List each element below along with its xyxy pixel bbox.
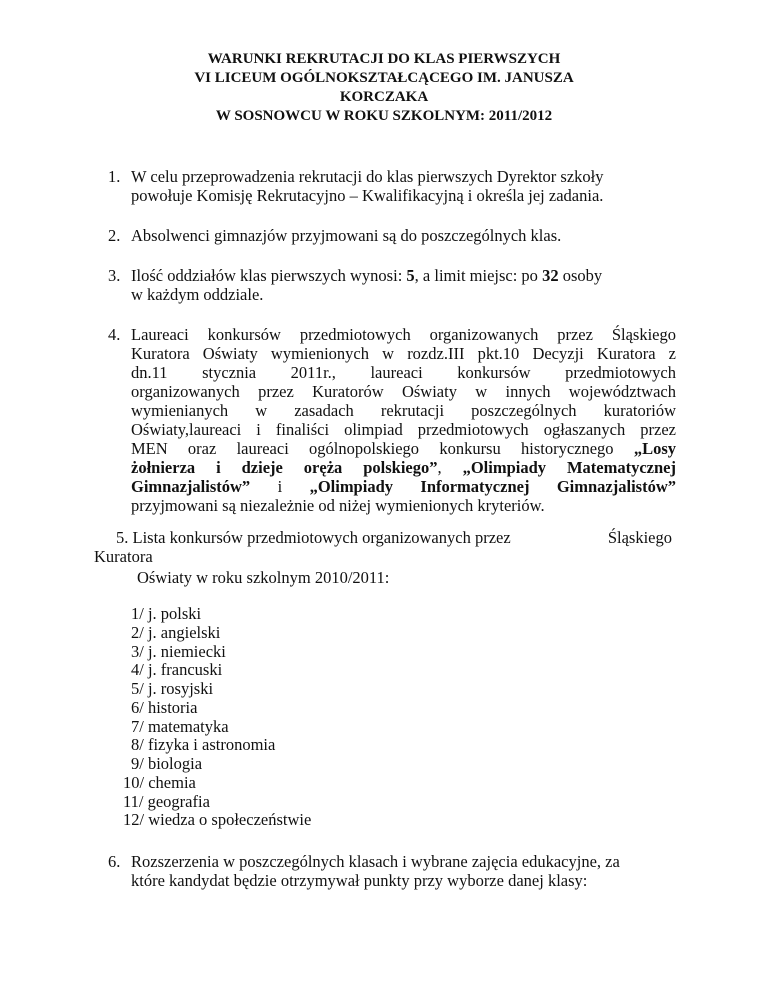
item-number: 3. xyxy=(108,266,121,285)
item-text: Kuratora xyxy=(94,547,153,566)
item-text: 5. Lista konkursów przedmiotowych organizowanych przez xyxy=(116,528,511,547)
list-item: 3/ j. niemiecki xyxy=(131,641,226,661)
list-item: 2/ j. angielski xyxy=(131,622,221,642)
competition-name: „Losy xyxy=(633,439,676,458)
item-text: w każdym oddziale. xyxy=(131,285,264,304)
item-number: 4. xyxy=(108,325,121,344)
title-line: WARUNKI REKRUTACJI DO KLAS PIERWSZYCH xyxy=(207,51,561,67)
list-item: 9/ biologia xyxy=(131,754,203,773)
list-item: 5/ j. rosyjski xyxy=(131,679,214,698)
list-item: 4/ j. francuski xyxy=(131,660,223,680)
item-text-part: , a limit miejsc: po xyxy=(414,266,543,285)
olympiad-name: „Olimpiady Informatycznej Gimnazjalistów” xyxy=(309,477,676,496)
document-title xyxy=(100,50,668,126)
item-number: 2. xyxy=(108,226,121,245)
item-text: organizowanych przez Kuratorów Oświaty w innych województwach xyxy=(131,382,676,401)
list-item: 12/ wiedza o społeczeństwie xyxy=(123,810,312,830)
item-text: Rozszerzenia w poszczególnych klasach i wybrane zajęcia edukacyjne, za xyxy=(131,852,620,871)
seat-limit: 32 xyxy=(542,266,559,285)
list-item: 6/ historia xyxy=(131,697,198,717)
item-text: Absolwenci gimnazjów przyjmowani są do poszczególnych klas. xyxy=(131,226,562,245)
item-text: Śląskiego xyxy=(607,528,672,547)
item-text: Laureaci konkursów przedmiotowych organizowanych przez Śląskiego xyxy=(131,325,676,344)
subject-list xyxy=(117,605,311,830)
item-text-part: Ilość oddziałów klas pierwszych wynosi: xyxy=(131,266,407,285)
item-text xyxy=(131,266,676,285)
item-text: powołuje Komisję Rekrutacyjno – Kwalifikacyjną i określa jej zadania. xyxy=(131,186,604,205)
item-text: przyjmowani są niezależnie od niżej wymienionych kryteriów. xyxy=(131,496,545,515)
list-item xyxy=(116,528,672,547)
item-text-part: i xyxy=(250,477,310,496)
olympiad-name: „Olimpiady Matematycznej xyxy=(462,458,676,477)
class-count: 5 xyxy=(406,266,415,285)
item-text: W celu przeprowadzenia rekrutacji do klas pierwszych Dyrektor szkoły xyxy=(131,167,604,186)
item-text: Kuratora Oświaty wymienionych w rozdz.III pkt.10 Decyzji Kuratora z xyxy=(131,344,676,363)
item-text: Oświaty w roku szkolnym 2010/2011: xyxy=(137,568,390,587)
title-line: W SOSNOWCU W ROKU SZKOLNYM: 2011/2012 xyxy=(215,108,553,124)
item-text: które kandydat będzie otrzymywał punkty przy wyborze danej klasy: xyxy=(131,871,588,890)
item-number: 1. xyxy=(108,167,121,186)
competition-name: żołnierza i dzieje oręża polskiego” xyxy=(131,458,438,477)
list-item: 11/ geografia xyxy=(123,791,210,811)
list-item: 10/ chemia xyxy=(123,772,196,792)
olympiad-name: Gimnazjalistów” xyxy=(131,477,251,496)
item-text xyxy=(131,477,676,496)
item-text: wymienianych w zasadach rekrutacji poszczególnych kuratoriów xyxy=(131,401,676,420)
item-text xyxy=(131,439,676,458)
item-number: 6. xyxy=(108,852,121,871)
list-item: 7/ matematyka xyxy=(131,716,229,736)
list-item: 1/ j. polski xyxy=(131,604,202,623)
title-line: VI LICEUM OGÓLNOKSZTAŁCĄCEGO IM. JANUSZA xyxy=(194,70,574,86)
item-text: Oświaty,laureaci i finaliści olimpiad przedmiotowych ogłaszanych przez xyxy=(131,420,676,439)
item-text xyxy=(131,458,676,477)
item-text-part: MEN oraz laureaci ogólnopolskiego konkursu historycznego xyxy=(131,439,634,458)
item-text-part: osoby xyxy=(558,266,603,285)
title-line: KORCZAKA xyxy=(339,89,429,105)
item-text-part: , xyxy=(437,458,463,477)
item-text: dn.11 stycznia 2011r., laureaci konkursów przedmiotowych xyxy=(131,363,676,382)
list-item: 8/ fizyka i astronomia xyxy=(131,735,276,755)
